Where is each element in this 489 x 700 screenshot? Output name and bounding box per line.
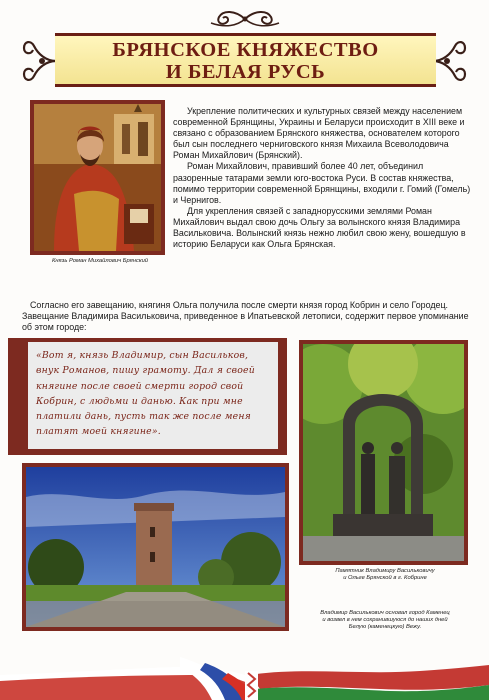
monument-caption-line-2: и Ольге Брянской в г. Кобрине — [343, 575, 427, 581]
intro-paragraph-2: Роман Михайлович, правивший более 40 лет, объединил разоренные татарами земли юго-востока Руси. В состав княжества, помимо территории современной Брянщины, входили г. Гомий (Гомель) и Чернигов. — [173, 161, 471, 205]
page-title-line-2: И БЕЛАЯ РУСЬ — [165, 61, 326, 83]
testament-paragraph: Согласно его завещанию, княгиня Ольга получила после смерти князя город Кобрин и село Городец. Завещание Владимира Васильковича, приведенное в Ипатьевской летописи, содержит первое упоминание об этом городе: — [22, 300, 469, 333]
chronicle-quote: «Вот я, князь Владимир, сын Васильков, внук Романов, пишу грамоту. Дал я своей княгине после своей смерти город свой Кобрин, с людьми и данью. Как при мне платили дань, пусть так же после меня платят моей княгине». — [28, 342, 278, 449]
page-title-line-1: БРЯНСКОЕ КНЯЖЕСТВО — [112, 39, 379, 61]
tower-caption-line-3: Белую (каменецкую) Вежу. — [348, 624, 422, 630]
top-scroll-ornament-icon — [205, 8, 285, 30]
portrait-image — [30, 100, 165, 255]
right-corner-ornament-icon — [431, 36, 469, 86]
testament-text — [22, 300, 474, 333]
title-banner — [55, 33, 436, 87]
left-corner-ornament-icon — [20, 36, 58, 86]
tower-caption-line-2: и возвел в нем сохранившуюся до наших дней — [322, 617, 448, 623]
portrait-caption: Князь Роман Михайлович Брянский — [51, 258, 149, 264]
portrait-painting-icon — [34, 104, 161, 251]
tower-image — [22, 463, 289, 631]
intro-text — [173, 106, 473, 250]
tower-photo-icon — [26, 467, 285, 627]
tower-caption-line-1: Владимир Василькович основал город Каменец — [320, 610, 450, 616]
monument-photo-icon — [303, 344, 464, 561]
monument-caption-line-1: Памятник Владимиру Васильковичу — [335, 568, 435, 574]
monument-image — [299, 340, 468, 565]
flags-ribbon-icon — [0, 645, 489, 700]
tower-caption — [290, 610, 480, 631]
intro-paragraph-3: Для укрепления связей с западнорусскими землями Роман Михайлович выдал свою дочь Ольгу за волынского князя Владимира Васильковича. Волынский князь нежно любил свою жену, вошедшую в историю Беларуси как Ольга Брянская. — [173, 205, 466, 250]
intro-paragraph-1: Укрепление политических и культурных связей между населением современной Брянщины, Украины и Беларуси происходит в XIII веке и связано с образованием Брянского княжества, основателем которого был сын последнего черниговского князя Михаила Всеволодовича Роман Михайлович (Брянский). — [173, 106, 465, 161]
monument-caption — [300, 568, 470, 582]
